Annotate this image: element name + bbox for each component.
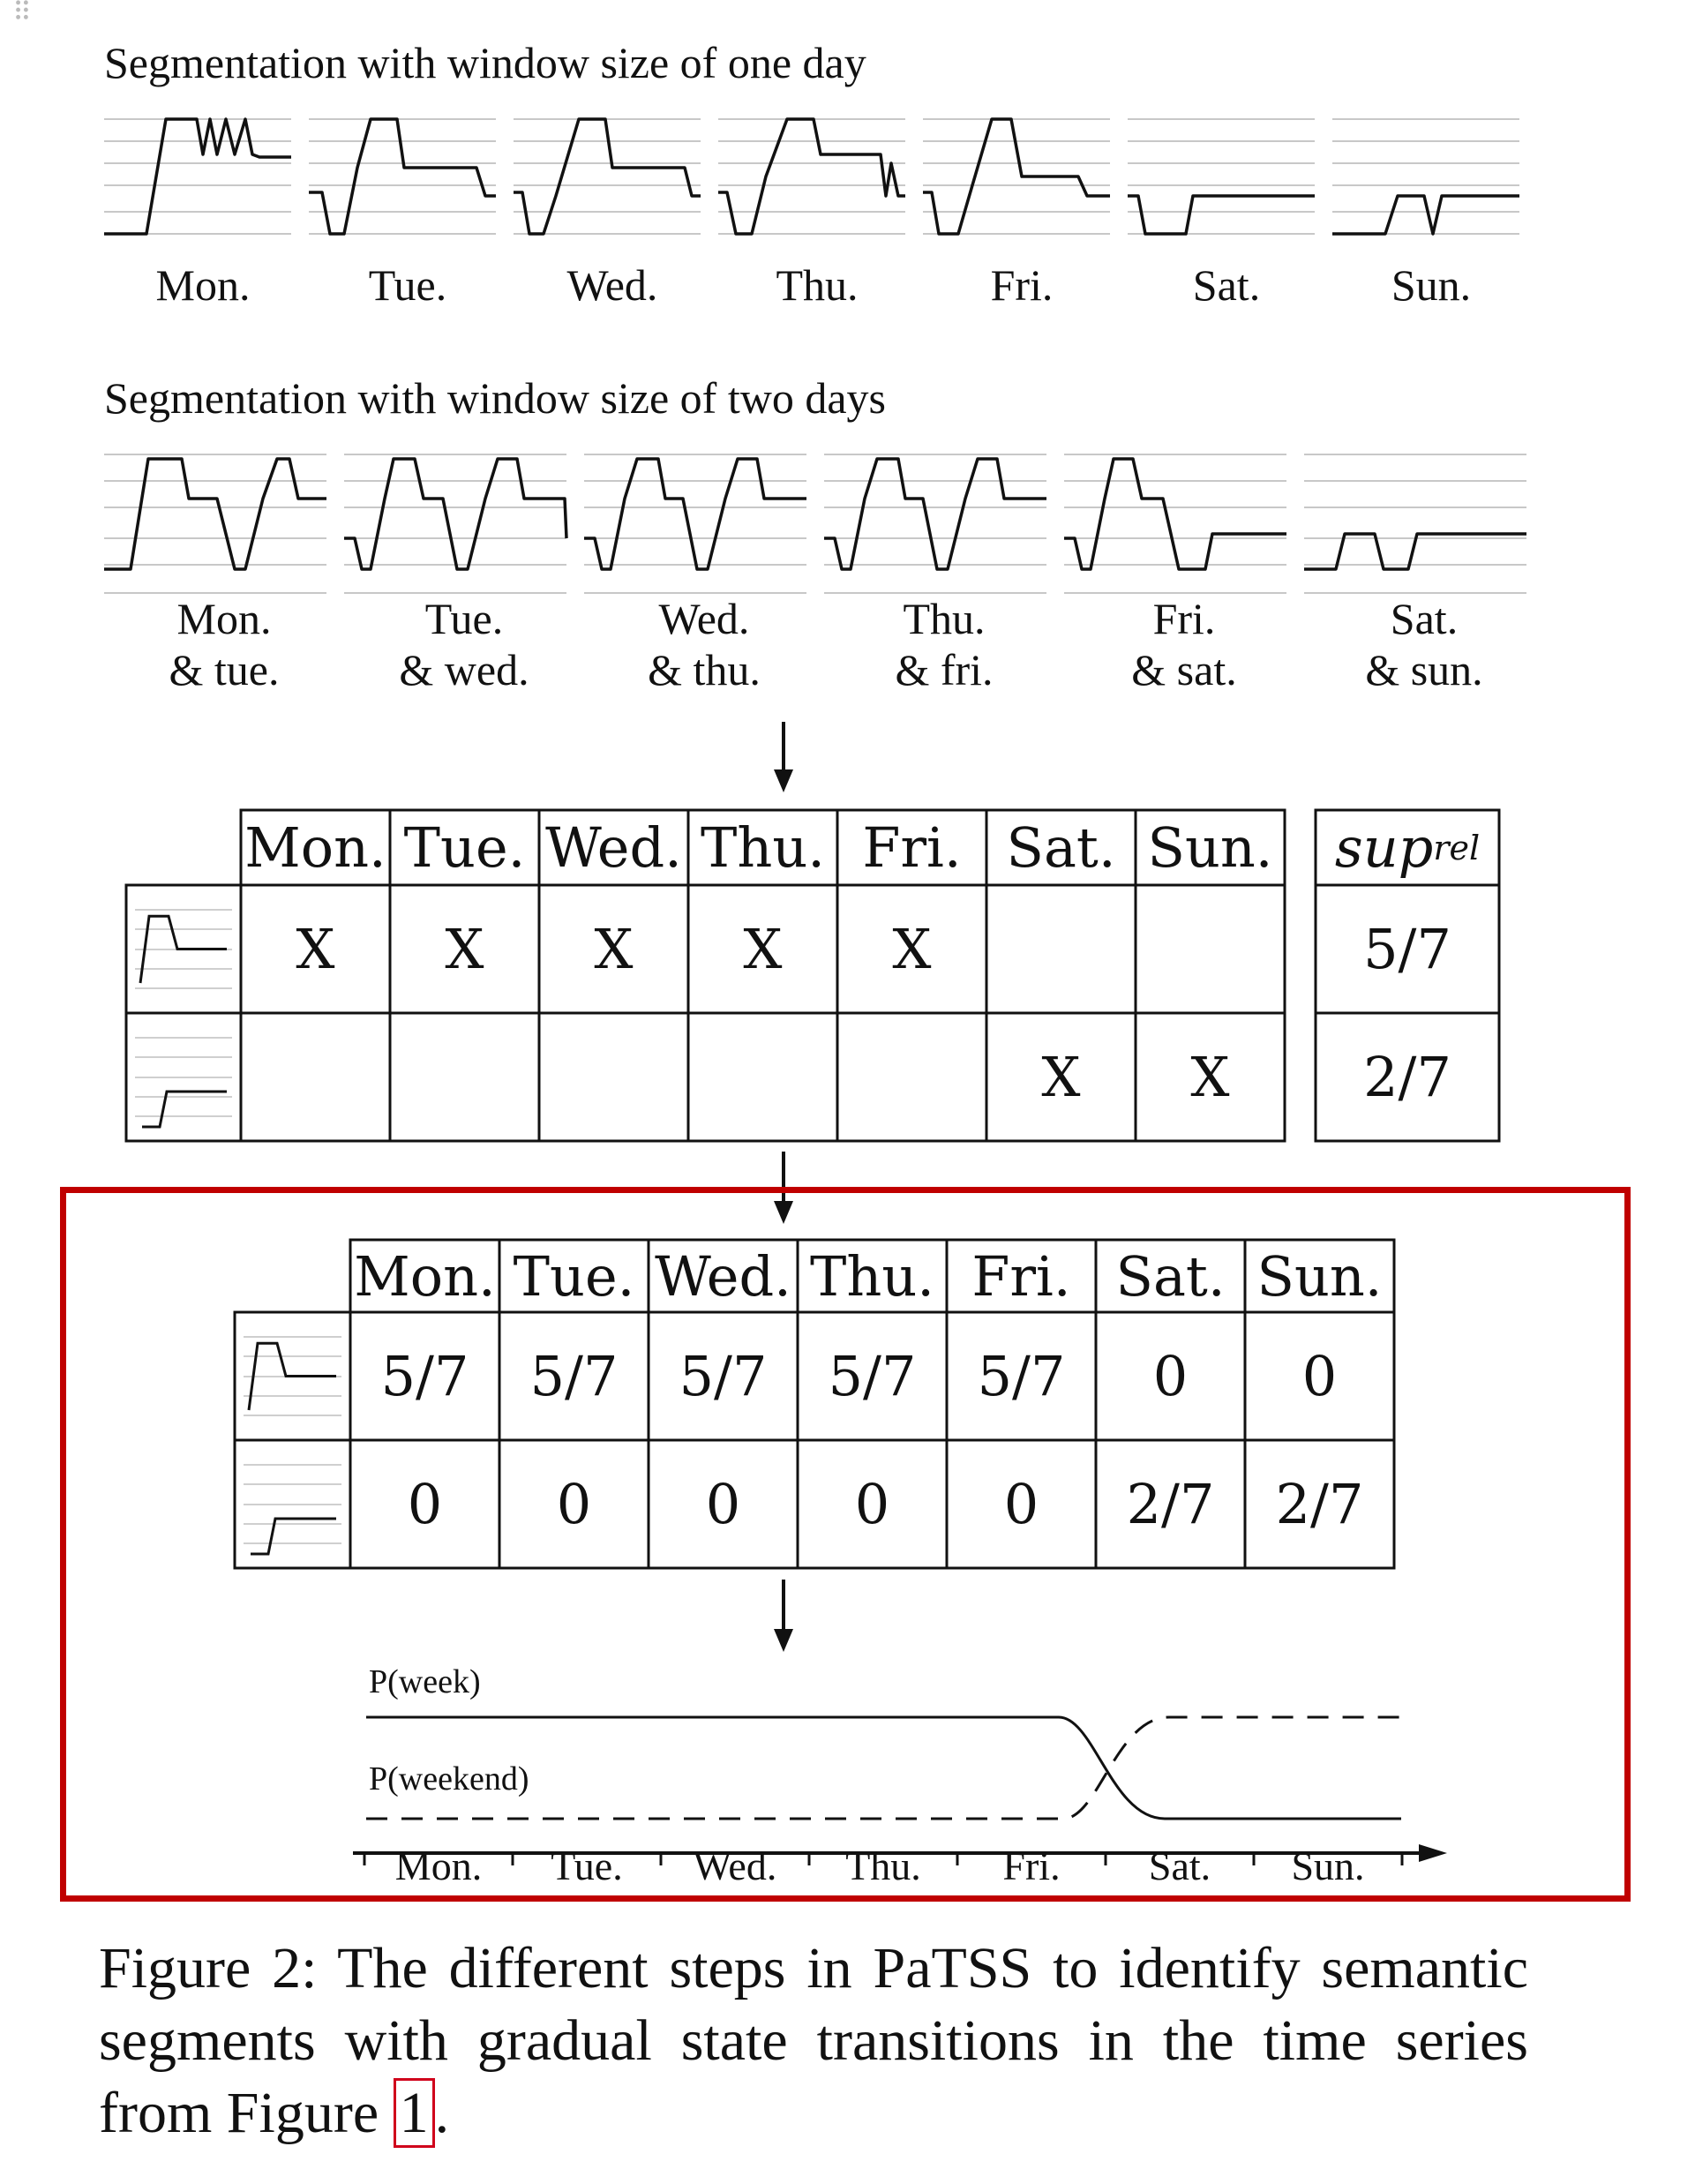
pair-label-line1: Fri. [1152, 594, 1216, 643]
pair-label-line2: & wed. [399, 645, 529, 694]
sup-label: sup [1334, 815, 1434, 880]
sup-rel-value: 5/7 [1363, 917, 1451, 981]
axis-day-label-3: Thu. [845, 1843, 921, 1888]
table-cell: 2/7 [1126, 1472, 1215, 1536]
caption-text: Figure 2: The different steps in PaTSS to identify semantic segments with gradual state transitions in the time series from Figure [99, 1936, 1528, 2145]
column-header-1: Tue. [403, 815, 526, 880]
day-label-1: Tue. [368, 260, 447, 310]
figure-reference-link[interactable]: 1 [394, 2078, 435, 2148]
table-cell: X [1190, 1045, 1230, 1109]
column-header-5: Sat. [1115, 1243, 1226, 1309]
axis-arrow-icon [1419, 1844, 1447, 1862]
pair-label-line1: Mon. [176, 594, 272, 643]
table-cell: 0 [1003, 1472, 1039, 1536]
day-label-4: Fri. [990, 260, 1054, 310]
pair-label-line2: & tue. [169, 645, 280, 694]
label-p-week: P(week) [369, 1663, 481, 1700]
table-cell: 0 [854, 1472, 890, 1536]
section-title-two-days: Segmentation with window size of two days [104, 373, 886, 423]
pair-label-line1: Tue. [424, 594, 504, 643]
table-cell: 0 [705, 1472, 741, 1536]
axis-day-label-2: Wed. [693, 1843, 777, 1888]
table-cell: X [594, 917, 634, 981]
pair-label-line1: Wed. [658, 594, 750, 643]
pair-label-line2: & sat. [1131, 645, 1237, 694]
column-header-0: Mon. [244, 815, 386, 880]
pair-label-line2: & sun. [1365, 645, 1483, 694]
column-header-3: Thu. [701, 815, 825, 880]
column-header-1: Tue. [513, 1243, 635, 1309]
table-cell: 5/7 [679, 1344, 768, 1408]
caption-suffix: . [434, 2081, 450, 2145]
p-weekend-curve [366, 1717, 1401, 1819]
table-cell: 0 [407, 1472, 443, 1536]
column-header-6: Sun. [1147, 815, 1273, 880]
day-label-2: Wed. [566, 260, 658, 310]
column-header-2: Wed. [655, 1243, 791, 1309]
day-label-5: Sat. [1192, 260, 1261, 310]
table-cell: 2/7 [1275, 1472, 1364, 1536]
section-title-one-day: Segmentation with window size of one day [104, 38, 866, 87]
table-cell: 5/7 [977, 1344, 1066, 1408]
table-cell: 5/7 [529, 1344, 619, 1408]
axis-day-label-4: Fri. [1002, 1843, 1061, 1888]
table-cell: X [445, 917, 484, 981]
table-cell: X [1041, 1045, 1081, 1109]
column-header-4: Fri. [862, 815, 962, 880]
column-header-5: Sat. [1006, 815, 1116, 880]
pair-label-line1: Thu. [903, 594, 986, 643]
figure-caption [99, 1933, 1528, 2150]
column-header-3: Thu. [810, 1243, 934, 1309]
table-cell: 5/7 [828, 1344, 917, 1408]
column-header-2: Wed. [545, 815, 682, 880]
label-p-weekend: P(weekend) [369, 1760, 529, 1797]
table-cell: X [892, 917, 932, 981]
day-label-6: Sun. [1391, 260, 1472, 310]
sup-subscript: rel [1433, 828, 1481, 867]
table-cell: 0 [1152, 1344, 1189, 1408]
table-cell: 0 [1301, 1344, 1338, 1408]
day-label-3: Thu. [776, 260, 859, 310]
axis-day-label-1: Tue. [551, 1843, 623, 1888]
sup-rel-value: 2/7 [1363, 1045, 1451, 1109]
axis-day-label-0: Mon. [394, 1843, 483, 1888]
pair-label-line1: Sat. [1390, 594, 1459, 643]
column-header-4: Fri. [971, 1243, 1071, 1309]
p-week-curve [366, 1717, 1401, 1819]
drag-handle-icon[interactable]: ⠿ [12, 0, 30, 27]
day-label-0: Mon. [155, 260, 251, 310]
pair-label-line2: & thu. [648, 645, 761, 694]
axis-day-label-5: Sat. [1148, 1843, 1211, 1888]
table-cell: 5/7 [380, 1344, 469, 1408]
pair-label-line2: & fri. [895, 645, 994, 694]
axis-day-label-6: Sun. [1291, 1843, 1365, 1888]
column-header-0: Mon. [354, 1243, 496, 1309]
table-cell: X [296, 917, 335, 981]
table-cell: 0 [556, 1472, 592, 1536]
table-cell: X [743, 917, 783, 981]
column-header-6: Sun. [1256, 1243, 1383, 1309]
